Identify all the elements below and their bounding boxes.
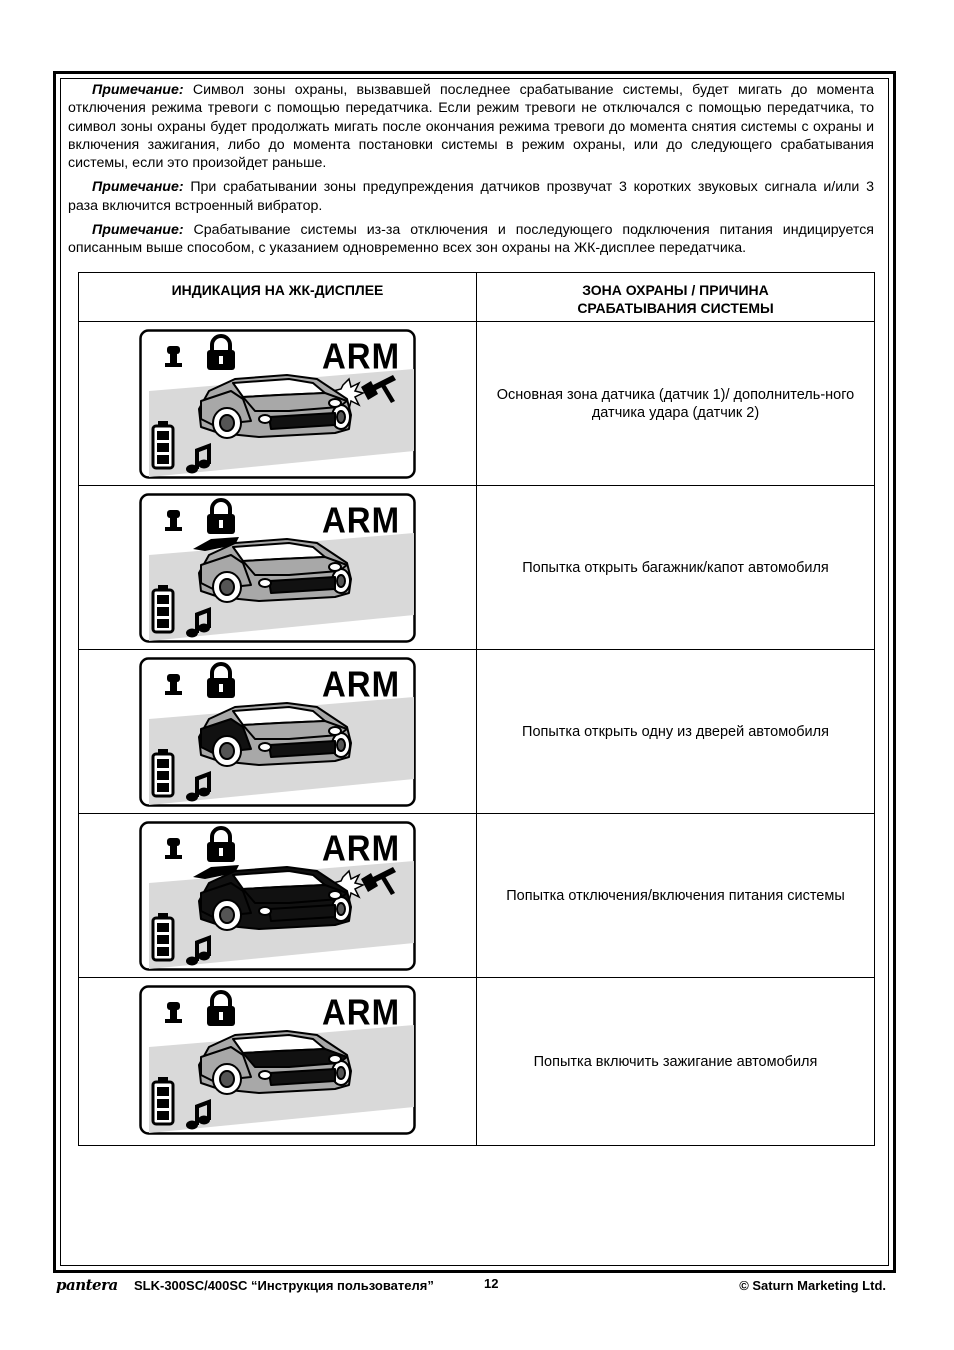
note-label: Примечание: (92, 179, 184, 196)
lcd-svg (139, 329, 416, 479)
table-header-row (79, 273, 874, 321)
copyright: © Saturn Marketing Ltd. (739, 1278, 886, 1293)
battery-icon (153, 421, 173, 468)
page-frame (53, 71, 896, 1273)
battery-icon (153, 1077, 173, 1124)
note-text: При срабатывании зоны предупреждения датчиков прозвучат 3 коротких звуковых сигнала и/или 3 раза включится встроенный вибратор. (68, 179, 874, 214)
note-1 (68, 81, 874, 172)
arm-label: ARM (322, 665, 401, 705)
battery-icon (153, 913, 173, 960)
lcd-display-ignition (139, 985, 416, 1135)
table-row (79, 813, 874, 978)
zone-description: Попытка открыть багажник/капот автомобиля (522, 560, 829, 576)
zone-description: Попытка отключения/включения питания системы (506, 888, 845, 904)
lcd-display-all-zones (139, 821, 416, 971)
arm-label: ARM (322, 993, 401, 1033)
note-text: Символ зоны охраны, вызвавшей последнее срабатывание системы, будет мигать до момента отключения режима тревоги с помощью передатчика. Если режим тревоги не отключался с помощью передатчика, то символ зоны охраны будет продолжать мигать после окончания режима тревоги до момента снятия системы с охраны и включения зажигания, либо до момента постановки системы в режим охраны, или до следующего срабатывания системы, если это произойдет раньше. (68, 82, 874, 172)
table-row (79, 485, 874, 650)
arm-label: ARM (322, 501, 401, 541)
notes-block (68, 81, 874, 264)
zone-description: Попытка открыть одну из дверей автомобиля (522, 724, 829, 740)
arm-label: ARM (322, 337, 401, 377)
arm-label: ARM (322, 829, 401, 869)
lcd-svg (139, 821, 416, 971)
battery-icon (153, 749, 173, 796)
lcd-display-trunk (139, 493, 416, 643)
note-label: Примечание: (92, 82, 184, 98)
zone-description: Попытка включить зажигание автомобиля (533, 1054, 818, 1070)
lcd-svg (139, 985, 416, 1135)
note-2 (68, 178, 874, 215)
header-zone-line1: ЗОНА ОХРАНЫ / ПРИЧИНА (582, 282, 769, 298)
note-label: Примечание: (92, 222, 184, 239)
page-footer (56, 1274, 890, 1298)
lcd-display-doors (139, 657, 416, 807)
table-row (79, 649, 874, 814)
header-display-indication: ИНДИКАЦИЯ НА ЖК-ДИСПЛЕЕ (171, 282, 384, 298)
pantera-logo: pantera (56, 1276, 118, 1294)
note-text: Срабатывание системы из-за отключения и последующего подключения питания индицируется описанным выше способом, с указанием одновременно всех зон охраны на ЖК-дисплее передатчика. (68, 222, 874, 257)
zone-description: Основная зона датчика (датчик 1)/ дополнитель-ного датчика удара (датчик 2) (496, 387, 855, 421)
lcd-display-shock (139, 329, 416, 479)
lcd-svg (139, 493, 416, 643)
table-row (79, 321, 874, 486)
header-zone-line2: СРАБАТЫВАНИЯ СИСТЕМЫ (577, 300, 774, 316)
footer-title: SLK-300SC/400SC “Инструкция пользователя” (134, 1278, 434, 1293)
header-zone-reason (477, 281, 874, 317)
battery-icon (153, 585, 173, 632)
note-3 (68, 221, 874, 258)
table-row (79, 977, 874, 1146)
page-number: 12 (484, 1276, 499, 1291)
indication-table (78, 272, 875, 1146)
lcd-svg (139, 657, 416, 807)
